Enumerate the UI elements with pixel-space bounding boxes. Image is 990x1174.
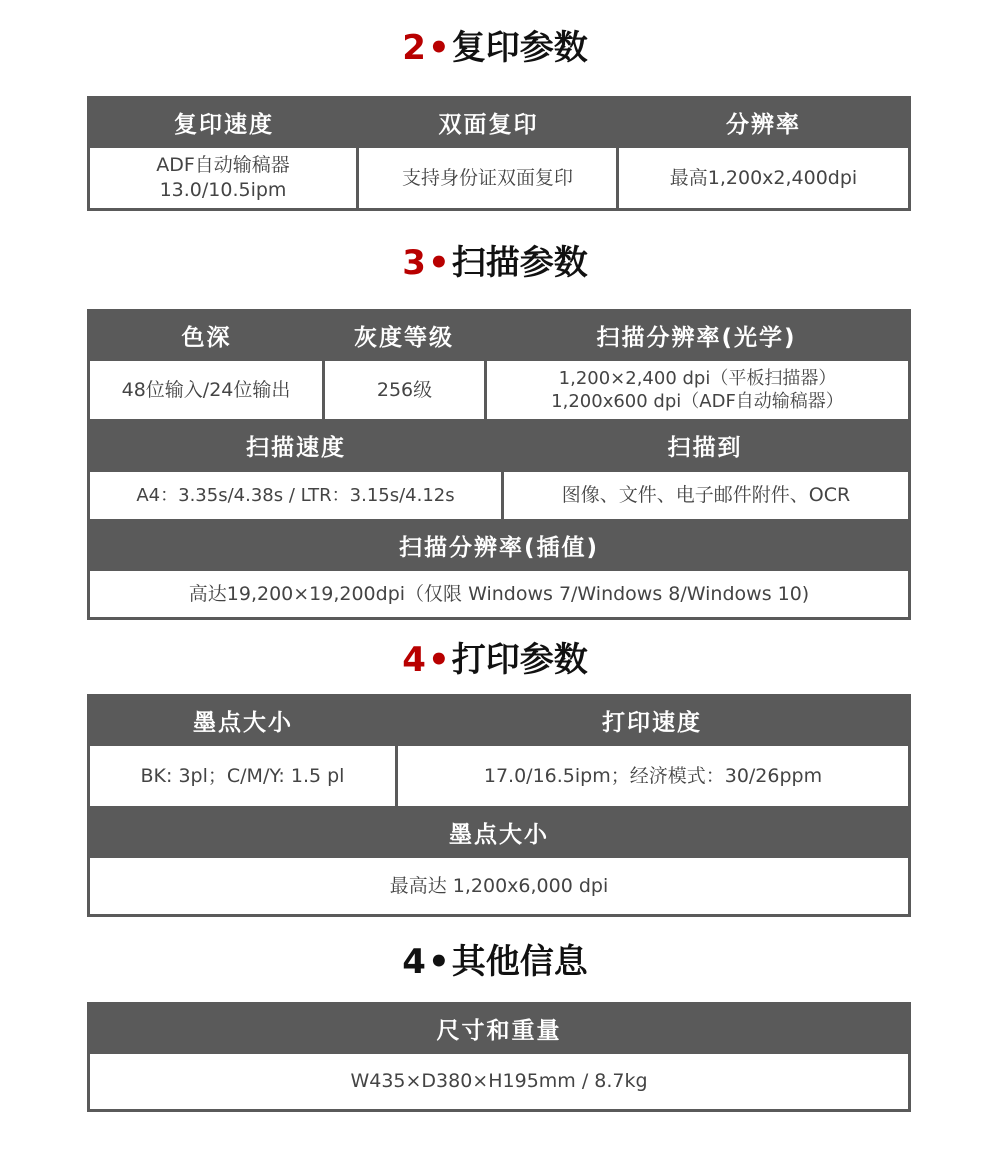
scan-header-row-2 xyxy=(90,419,908,472)
print-data-row-2 xyxy=(90,858,908,914)
header-size-weight: 尺寸和重量 xyxy=(436,1017,562,1044)
header-copy-speed: 复印速度 xyxy=(174,111,274,138)
header-optical-resolution: 扫描分辨率(光学) xyxy=(596,324,797,351)
header-interpolated-resolution: 扫描分辨率(插值) xyxy=(398,534,600,561)
print-header-row-1 xyxy=(90,694,908,746)
duplex-cell: 支持身份证双面复印 xyxy=(359,148,616,208)
size-weight-cell: W435×D380×H195mm / 8.7kg xyxy=(90,1054,908,1109)
resolution-cell: 最高1,200x2,400dpi xyxy=(619,148,908,208)
scan-data-row-1 xyxy=(90,361,908,419)
other-section-title: 4•其他信息 xyxy=(402,942,588,982)
header-max-resolution: 墨点大小 xyxy=(449,821,549,848)
copy-speed-cell: ADF自动输稿器 13.0/10.5ipm xyxy=(90,148,356,208)
other-data-row xyxy=(90,1054,908,1109)
header-grayscale: 灰度等级 xyxy=(354,324,454,351)
copy-header-row xyxy=(90,96,908,148)
scan-data-row-2 xyxy=(90,472,908,519)
copy-data-row xyxy=(90,148,908,208)
scan-data-row-3 xyxy=(90,571,908,617)
copy-section-title: 2•复印参数 xyxy=(402,28,588,68)
print-params-table xyxy=(87,694,911,917)
header-print-speed: 打印速度 xyxy=(602,709,702,736)
header-scan-speed: 扫描速度 xyxy=(246,435,346,461)
scan-params-table xyxy=(87,309,911,620)
optical-resolution-cell: 1,200×2,400 dpi（平板扫描器） 1,200x600 dpi（ADF自动输稿器） xyxy=(487,361,908,419)
header-scan-to: 扫描到 xyxy=(667,435,743,461)
scan-header-row-3 xyxy=(90,519,908,571)
grayscale-cell: 256级 xyxy=(325,361,484,419)
header-droplet-size: 墨点大小 xyxy=(193,709,293,736)
scan-header-row-1 xyxy=(90,309,908,361)
scan-to-cell: 图像、文件、电子邮件附件、OCR xyxy=(504,472,908,519)
other-info-table xyxy=(87,1002,911,1112)
header-color-depth: 色深 xyxy=(181,324,232,351)
color-depth-cell: 48位输入/24位输出 xyxy=(90,361,322,419)
print-speed-cell: 17.0/16.5ipm；经济模式：30/26ppm xyxy=(398,746,908,806)
print-header-row-2 xyxy=(90,806,908,858)
scan-speed-cell: A4：3.35s/4.38s / LTR：3.15s/4.12s xyxy=(90,472,501,519)
header-duplex: 双面复印 xyxy=(438,111,539,138)
other-header-row xyxy=(90,1002,908,1054)
scan-section-title: 3•扫描参数 xyxy=(402,243,588,283)
print-data-row-1 xyxy=(90,746,908,806)
interpolated-resolution-cell: 高达19,200×19,200dpi（仅限 Windows 7/Windows 8/Windows 10) xyxy=(90,571,908,617)
droplet-size-cell: BK: 3pl；C/M/Y: 1.5 pl xyxy=(90,746,395,806)
copy-params-table xyxy=(87,96,911,211)
header-resolution: 分辨率 xyxy=(726,111,801,138)
print-section-title: 4•打印参数 xyxy=(402,640,588,680)
max-resolution-cell: 最高达 1,200x6,000 dpi xyxy=(90,858,908,914)
